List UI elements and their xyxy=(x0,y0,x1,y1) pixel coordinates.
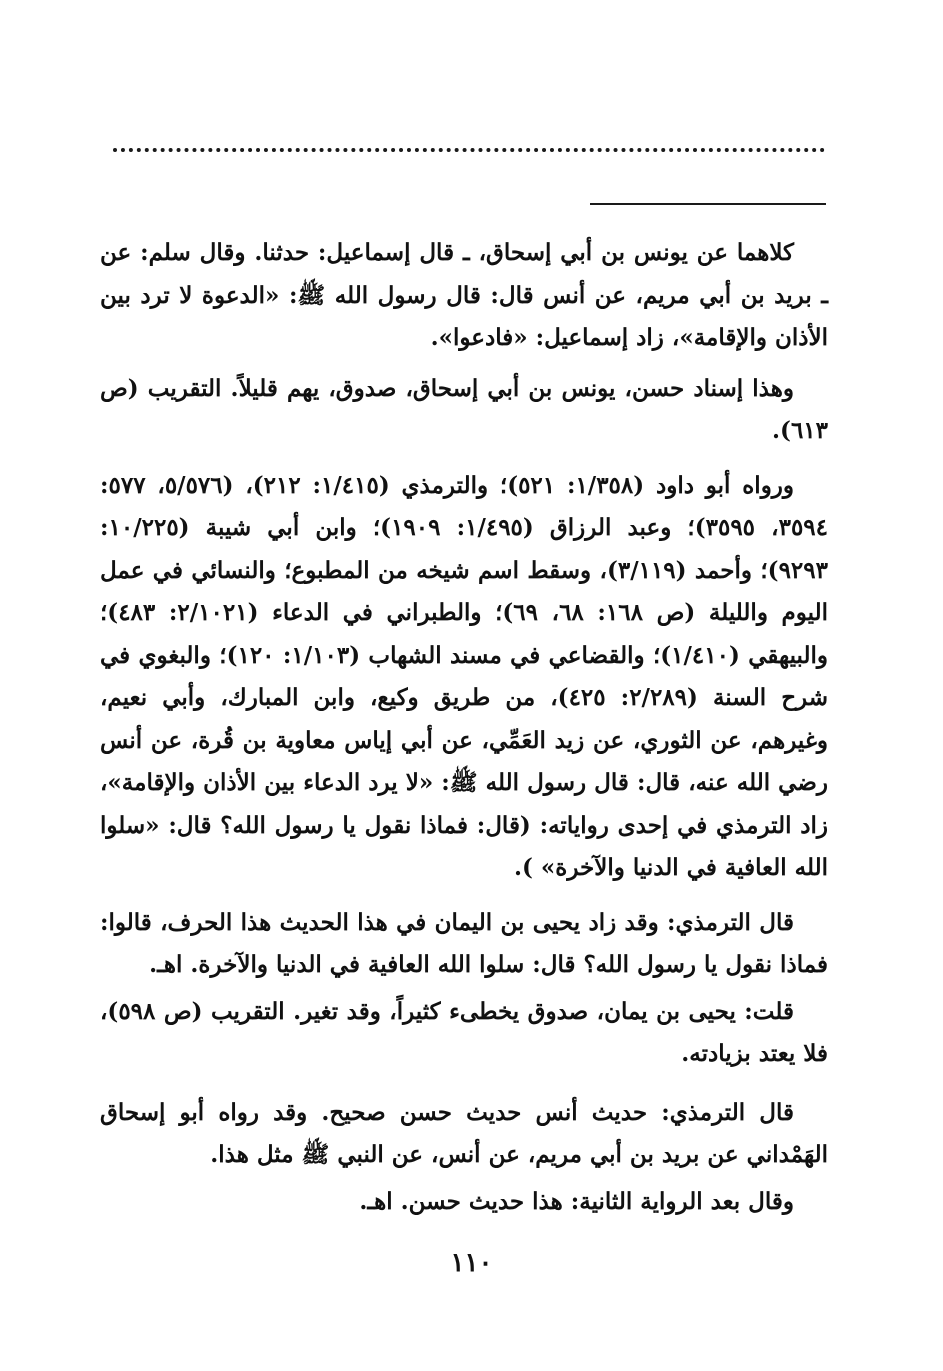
paragraph-1: كلاهما عن يونس بن أبي إسحاق، ـ قال إسماعيل: حدثنا. وقال سلم: عن ـ بريد بن أبي مريم، عن أنس قال: قال رسول الله ﷺ: «الدعوة لا ترد بين الأذان والإقامة»، زاد إسماعيل: «فادعوا». xyxy=(100,239,828,351)
paragraph-7: وقال بعد الرواية الثانية: هذا حديث حسن. اهـ. xyxy=(359,1187,794,1215)
paragraph-6: قال الترمذي: حديث أنس حديث حسن صحيح. وقد رواه أبو إسحاق الهَمْداني عن بريد بن أبي مريم، عن أنس، عن النبي ﷺ مثل هذا. xyxy=(100,1098,828,1168)
page-number: ١١٠ xyxy=(450,1248,493,1278)
paragraph-3: ورواه أبو داود (١/٣٥٨: ٥٢١)؛ والترمذي (١/٤١٥: ٢١٢)، (٥/٥٧٦، ٥٧٧: ٣٥٩٤، ٣٥٩٥)؛ وعبد الرزاق (١/٤٩٥: ١٩٠٩)؛ وابن أبي شيبة (١٠/٢٢٥: ٩٢٩٣)؛ وأحمد (٣/١١٩)، وسقط اسم شيخه من المطبوع؛ والنسائي في عمل اليوم والليلة (ص ١٦٨: ٦٨، ٦٩)؛ والطبراني في الدعاء (٢/١٠٢١: ٤٨٣)؛ والبيهقي (١/٤١٠)؛ والقضاعي في مسند الشهاب (١/١٠٣: ١٢٠)؛ والبغوي في شرح السنة (٢/٢٨٩: ٤٢٥)، من طريق وكيع، وابن المبارك، وأبي نعيم، وغيرهم، عن الثوري، عن زيد العَمِّي، عن أبي إياس معاوية بن قُرة، عن أنس رضي الله عنه، قال: قال رسول الله ﷺ: «لا يرد الدعاء بين الأذان والإقامة»، زاد الترمذي في إحدى رواياته: (قال: فماذا نقول يا رسول الله؟ قال: «سلوا الله العافية في الدنيا والآخرة» ). xyxy=(100,471,829,881)
footnote-rule xyxy=(590,203,826,205)
paragraph-2: وهذا إسناد حسن، يونس بن أبي إسحاق، صدوق، يهم قليلاً. التقريب (ص ٦١٣). xyxy=(100,374,828,444)
paragraph-4: قال الترمذي: وقد زاد يحيى بن اليمان في هذا الحديث هذا الحرف، قالوا: فماذا نقول يا رسول الله؟ قال: سلوا الله العافية في الدنيا والآخرة. اهـ. xyxy=(100,908,828,978)
dotted-separator xyxy=(113,148,825,152)
paragraph-5: قلت: يحيى بن يمان، صدوق يخطىء كثيراً، وقد تغير. التقريب (ص ٥٩٨)، فلا يعتد بزيادته. xyxy=(100,997,828,1067)
page-body xyxy=(100,232,828,1223)
